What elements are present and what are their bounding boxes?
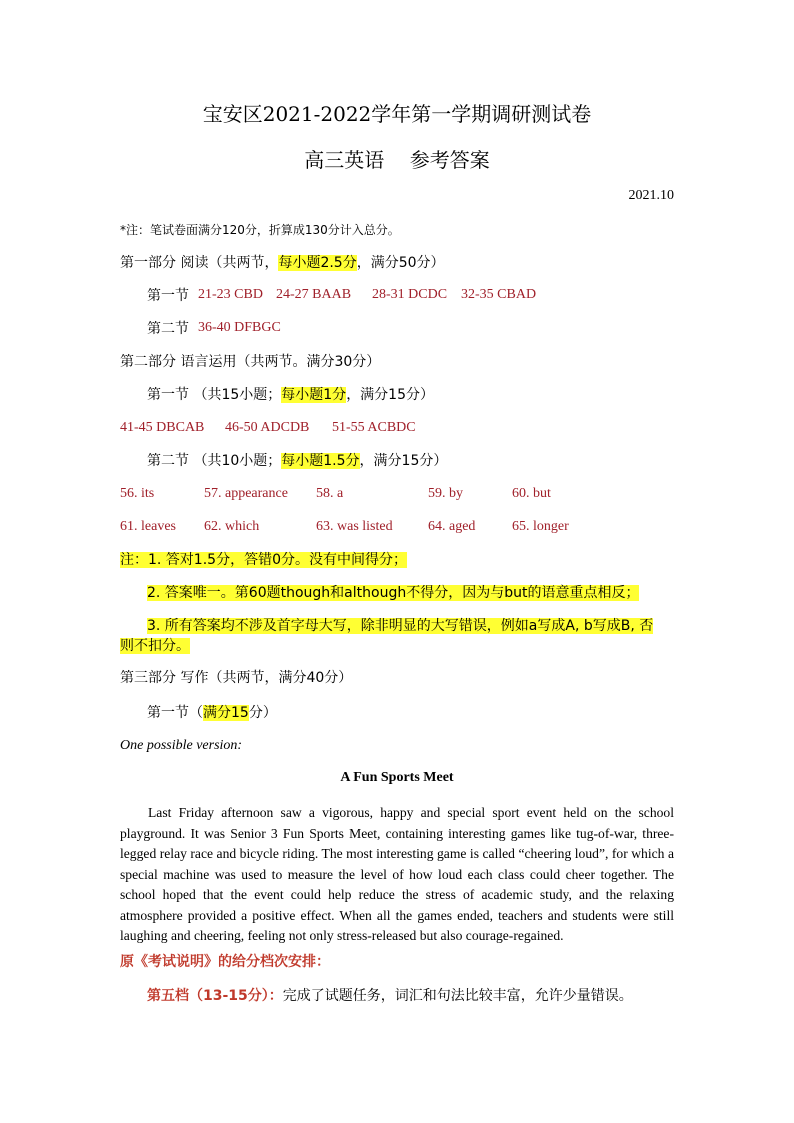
part3-heading: 第三部分 写作（共两节，满分40分）	[120, 670, 353, 686]
part3-section1-post: 分）	[248, 705, 277, 721]
answer-item: 61. leaves	[120, 519, 176, 534]
answer-item: 63. was listed	[316, 519, 393, 534]
part2-section2-heading	[147, 451, 447, 471]
part2-section1-pre: 第一节 （共15小题；	[147, 387, 282, 403]
answer-group: 46-50 ADCDB	[225, 420, 310, 435]
part1-section2-label: 第二节	[147, 321, 189, 337]
part3-section1-heading	[147, 703, 277, 723]
document-subtitle: 高三英语 参考答案	[304, 148, 490, 172]
answer-item: 65. longer	[512, 519, 569, 534]
scoring-level-5-label: 第五档（13-15分）：	[147, 988, 283, 1004]
part3-section1-pre: 第一节（	[147, 705, 203, 721]
scoring-level-5	[147, 986, 633, 1006]
part1-section1-label: 第一节	[147, 288, 189, 304]
grading-note-2-text: 2. 答案唯一。第60题though和although不得分，因为与but的语意重点相反；	[147, 585, 640, 601]
part1-heading	[120, 253, 445, 273]
answer-item: 64. aged	[428, 519, 476, 534]
grading-note-3-cont-text: 则不扣分。	[120, 638, 190, 654]
essay-body: Last Friday afternoon saw a vigorous, happy and special sport event held on the school playground. It was Senior 3 Fun Sports Meet, containing interesting games like tug-of-war, three-legged relay race and bicycle riding. The most interesting game is called “cheering loud”, for which a special machine was used to measure the level of how loud each class could cheer together. The school hoped that the event could help reduce the stress of academic study, and the relaxing atmosphere provided a positive effect. When all the games ended, teachers and students were still laughing and cheering, feeling not only stress-released but also courage-regained.	[120, 805, 674, 943]
score-note: *注：笔试卷面满分120分，折算成130分计入总分。	[120, 223, 400, 237]
answer-item: 56. its	[120, 486, 155, 501]
grading-note-2	[147, 583, 639, 603]
document-date: 2021.10	[628, 188, 674, 203]
part2-section2-post: ，满分15分）	[359, 453, 448, 469]
answer-item: 60. but	[512, 486, 551, 501]
part1-heading-pre: 第一部分 阅读（共两节，	[120, 255, 279, 271]
answer-group: 32-35 CBAD	[461, 287, 537, 302]
grading-note-3-text: 3. 所有答案均不涉及首字母大写，除非明显的大写错误，例如a写成A, b写成B, 否	[147, 618, 654, 634]
scoring-heading: 原《考试说明》的给分档次安排：	[120, 954, 330, 970]
answer-item: 59. by	[428, 486, 463, 501]
grading-note-3	[147, 616, 653, 636]
essay-title: A Fun Sports Meet	[340, 770, 454, 785]
part2-section1-post: ，满分15分）	[346, 387, 435, 403]
scoring-level-5-text: 完成了试题任务，词汇和句法比较丰富，允许少量错误。	[282, 988, 633, 1004]
grading-note-1-text: 注：1. 答对1.5分，答错0分。没有中间得分；	[120, 552, 407, 568]
version-label: One possible version:	[120, 738, 243, 753]
answer-group: 21-23 CBD	[198, 287, 263, 302]
part2-heading: 第二部分 语言运用（共两节。满分30分）	[120, 354, 381, 370]
part1-heading-highlight: 每小题2.5分	[278, 255, 357, 271]
part2-section2-highlight: 每小题1.5分	[281, 453, 360, 469]
part2-section1-heading	[147, 385, 434, 405]
part3-section1-highlight: 满分15	[203, 705, 249, 721]
answer-group: 36-40 DFBGC	[198, 320, 281, 335]
document-title: 宝安区2021-2022学年第一学期调研测试卷	[202, 102, 592, 126]
answer-group: 51-55 ACBDC	[332, 420, 416, 435]
answer-group: 24-27 BAAB	[276, 287, 352, 302]
answer-item: 62. which	[204, 519, 260, 534]
answer-item: 58. a	[316, 486, 344, 501]
grading-note-1	[120, 550, 407, 570]
part2-section2-pre: 第二节 （共10小题；	[147, 453, 282, 469]
answer-group: 41-45 DBCAB	[120, 420, 205, 435]
answer-item: 57. appearance	[204, 486, 288, 501]
answer-group: 28-31 DCDC	[372, 287, 448, 302]
grading-note-3-cont	[120, 636, 190, 656]
part1-heading-post: ，满分50分）	[356, 255, 445, 271]
part2-section1-highlight: 每小题1分	[281, 387, 347, 403]
